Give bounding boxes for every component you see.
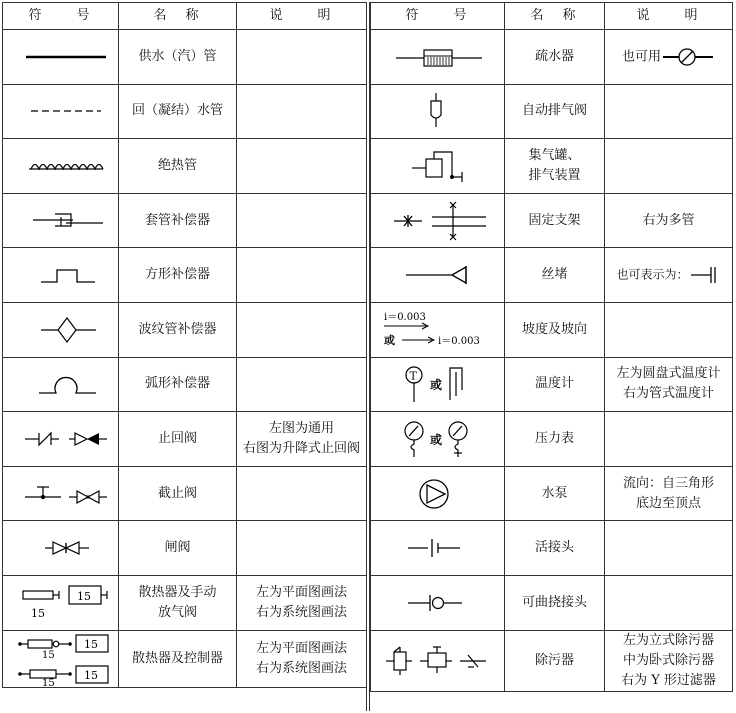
legend-name: 坡度及坡向 [505,302,605,357]
dirt-separator-icon [376,641,500,681]
radiator-size-label: 15 [83,668,98,682]
left-header-row [3,3,367,30]
radiator-size-label: 15 [30,606,45,620]
radiator-size-label: 15 [41,677,55,687]
legend-row [3,357,367,412]
legend-name-text: 散热器及手动 放气阀 [138,584,217,620]
legend-desc [237,30,367,85]
legend-desc-text: 流向：自三角形 底边至顶点 [622,475,714,511]
legend-desc: 右为多管 [605,193,733,248]
legend-row [371,357,733,412]
legend-desc [237,302,367,357]
fixed-support-icon [376,199,500,243]
legend-row [3,193,367,248]
legend-name: 止回阀 [119,412,237,467]
check-valve-icon [11,424,111,454]
legend-name: 截止阀 [119,466,237,521]
legend-name [119,575,237,630]
legend-desc-text: 也可表示为： [616,267,689,282]
legend-desc [237,521,367,576]
legend-desc [237,139,367,194]
legend-name-text: 集气罐、 排气装置 [528,147,581,183]
legend-row [3,248,367,303]
legend-desc [605,466,733,521]
sleeve-compensator-icon [11,206,111,236]
plug-icon [378,260,498,290]
globe-valve-icon [11,479,111,509]
legend-row [371,248,733,303]
legend-name: 闸阀 [119,521,237,576]
radiator-controller-icon [6,631,116,687]
legend-desc [605,84,733,139]
flexible-joint-icon [378,588,498,618]
legend-row [3,302,367,357]
header-symbol: 符 号 [371,3,505,30]
legend-name: 散热器及控制器 [119,630,237,687]
legend-desc [605,30,733,85]
legend-desc [605,412,733,467]
legend-name: 固定支架 [505,193,605,248]
slope-or-label: 或 [383,333,395,347]
legend-desc [237,248,367,303]
legend-desc [237,357,367,412]
legend-desc [605,521,733,576]
legend-row [3,30,367,85]
pump-icon [378,474,498,514]
header-desc: 说 明 [237,3,367,30]
legend-name: 活接头 [505,521,605,576]
legend-name [505,139,605,194]
legend-row [3,630,367,687]
gate-valve-icon [11,533,111,563]
legend-desc [605,357,733,412]
legend-desc [237,193,367,248]
legend-desc [605,139,733,194]
thermometer-icon [378,362,498,406]
legend-desc-text: 左为平面图画法 右为系统图画法 [255,584,347,620]
legend-desc-text: 也可用 [621,49,661,65]
header-name: 名 称 [505,3,605,30]
legend-row [371,412,733,467]
legend-name: 丝堵 [505,248,605,303]
slope-icon [376,308,500,352]
legend-name: 回（凝结）水管 [119,84,237,139]
legend-desc [237,412,367,467]
legend-name: 水泵 [505,466,605,521]
thermometer-or-label: 或 [429,378,442,393]
legend-desc [237,630,367,687]
legend-name: 绝热管 [119,139,237,194]
pressure-gauge-icon [378,417,498,461]
legend-row [3,575,367,630]
legend-name: 除污器 [505,630,605,691]
legend-desc [605,248,733,303]
slope-top-label: i＝0.003 [383,311,426,323]
right-legend-table [370,2,733,692]
legend-name: 疏水器 [505,30,605,85]
legend-row [371,30,733,85]
insulated-pipe-icon [11,151,111,181]
header-name: 名 称 [119,3,237,30]
legend-desc-text: 左为平面图画法 右为系统图画法 [255,640,347,676]
radiator-air-valve-icon [7,581,115,625]
legend-row [3,412,367,467]
legend-name: 波纹管补偿器 [119,302,237,357]
steam-trap-alt-icon [661,45,715,69]
air-collector-icon [378,144,498,188]
square-compensator-icon [11,260,111,290]
legend-row [371,139,733,194]
steam-trap-icon [378,42,498,72]
legend-desc-text: 左为立式除污器 中为卧式除污器 右为 Y 形过滤器 [621,632,716,688]
union-joint-icon [378,533,498,563]
radiator-size-label: 15 [76,589,91,603]
legend-row [3,521,367,576]
legend-row [371,521,733,576]
radiator-size-label: 15 [41,649,55,661]
legend-row [371,84,733,139]
legend-row [371,193,733,248]
left-legend-table [2,2,367,688]
radiator-size-label: 15 [83,637,98,651]
return-pipe-icon [11,96,111,126]
slope-bottom-label: i＝0.003 [437,335,480,347]
legend-row [371,302,733,357]
legend-name: 压力表 [505,412,605,467]
legend-row [3,466,367,521]
header-desc: 说 明 [605,3,733,30]
legend-name: 自动排气阀 [505,84,605,139]
legend-row [371,630,733,691]
legend-desc [237,575,367,630]
legend-name: 方形补偿器 [119,248,237,303]
legend-desc [605,302,733,357]
legend-name: 温度计 [505,357,605,412]
right-header-row [371,3,733,30]
legend-desc-text: 左图为通用 右图为升降式止回阀 [242,420,360,456]
legend-row [371,575,733,630]
bellows-compensator-icon [11,314,111,346]
header-symbol: 符 号 [3,3,119,30]
legend-row [3,139,367,194]
legend-name: 套管补偿器 [119,193,237,248]
legend-row [3,84,367,139]
legend-name: 弧形补偿器 [119,357,237,412]
arc-compensator-icon [11,369,111,399]
plug-alt-icon [689,264,721,286]
auto-air-vent-icon [378,91,498,131]
legend-desc [605,575,733,630]
legend-name: 可曲挠接头 [505,575,605,630]
legend-name: 供水（汽）管 [119,30,237,85]
legend-desc [605,630,733,691]
legend-row [371,466,733,521]
legend-desc [237,466,367,521]
legend-desc-text: 左为圆盘式温度计 右为管式温度计 [616,366,721,402]
gauge-or-label: 或 [429,432,442,447]
supply-pipe-icon [11,42,111,72]
thermometer-t-label: T [409,369,417,383]
legend-desc [237,84,367,139]
